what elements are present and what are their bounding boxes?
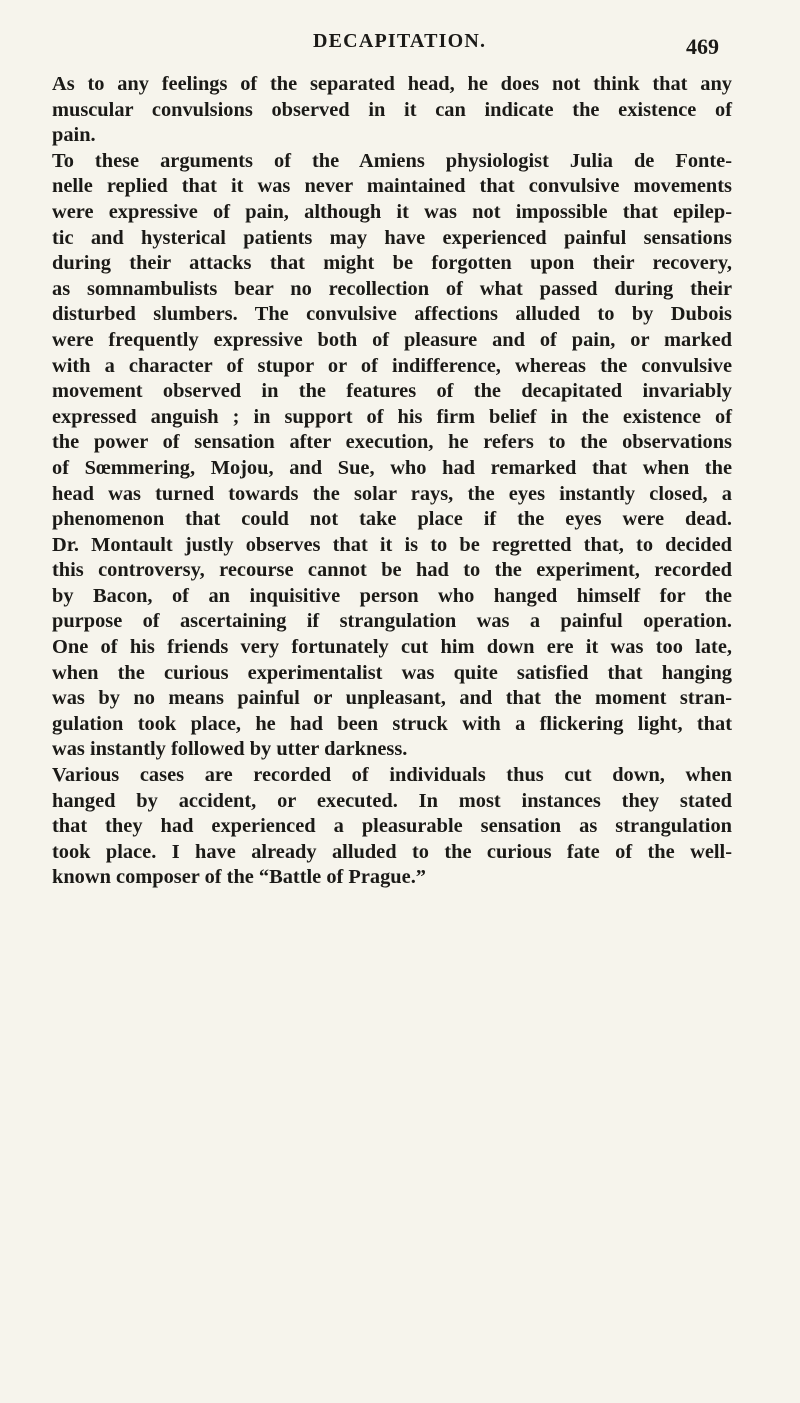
text-line: As to any feelings of the separated head, he does not think that any: [52, 73, 732, 95]
text-line: were frequently expressive both of pleasure and of pain, or marked: [52, 328, 732, 351]
text-line: by Bacon, of an inquisitive person who hanged himself for the: [52, 584, 732, 607]
text-line: Various cases are recorded of individuals thus cut down, when: [52, 764, 732, 787]
text-line: Dr. Montault justly observes that it is to be regretted that, to decided: [52, 533, 732, 556]
text-line: disturbed slumbers. The convulsive affections alluded to by Dubois: [52, 303, 732, 326]
text-line: pain.: [52, 124, 96, 147]
running-head: [0, 30, 800, 66]
text-line: movement observed in the features of the decapitated invariably: [52, 380, 732, 403]
text-line: nelle replied that it was never maintained that convulsive movements: [52, 175, 732, 198]
text-line: head was turned towards the solar rays, the eyes instantly closed, a: [52, 482, 732, 505]
page-number: 469: [686, 34, 719, 59]
text-line: were expressive of pain, although it was not impossible that epilep-: [52, 200, 732, 223]
text-line: was by no means painful or unpleasant, and that the moment stran-: [52, 687, 732, 710]
text-line: with a character of stupor or of indifference, whereas the convulsive: [52, 354, 732, 377]
text-line: was instantly followed by utter darkness.: [52, 738, 408, 761]
paragraph-1: [52, 72, 732, 149]
text-line: took place. I have already alluded to the curious fate of the well-: [52, 840, 732, 863]
text-line: that they had experienced a pleasurable sensation as strangulation: [52, 815, 732, 838]
text-line: gulation took place, he had been struck with a flickering light, that: [52, 712, 732, 735]
text-line: expressed anguish ; in support of his firm belief in the existence of: [52, 405, 732, 428]
text-line: when the curious experimentalist was quite satisfied that hanging: [52, 661, 732, 684]
text-line: during their attacks that might be forgotten upon their recovery,: [52, 252, 732, 275]
text-line: tic and hysterical patients may have experienced painful sensations: [52, 226, 732, 249]
text-line: this controversy, recourse cannot be had to the experiment, recorded: [52, 559, 732, 582]
running-title: DECAPITATION.: [313, 30, 487, 52]
text-line: as somnambulists bear no recollection of what passed during their: [52, 277, 732, 300]
body-text: [52, 72, 732, 891]
text-line: muscular convulsions observed in it can indicate the existence of: [52, 98, 732, 121]
text-line: phenomenon that could not take place if the eyes were dead.: [52, 508, 732, 531]
text-line: purpose of ascertaining if strangulation was a painful operation.: [52, 610, 732, 633]
text-line: of Sœmmering, Mojou, and Sue, who had remarked that when the: [52, 456, 732, 479]
text-line: known composer of the “Battle of Prague.”: [52, 866, 426, 889]
text-line: hanged by accident, or executed. In most instances they stated: [52, 789, 732, 812]
paragraph-3: [52, 763, 732, 891]
text-line: To these arguments of the Amiens physiologist Julia de Fonte-: [52, 149, 732, 172]
text-line: the power of sensation after execution, he refers to the observations: [52, 431, 732, 454]
paragraph-2: [52, 149, 732, 763]
text-line: One of his friends very fortunately cut him down ere it was too late,: [52, 636, 732, 659]
